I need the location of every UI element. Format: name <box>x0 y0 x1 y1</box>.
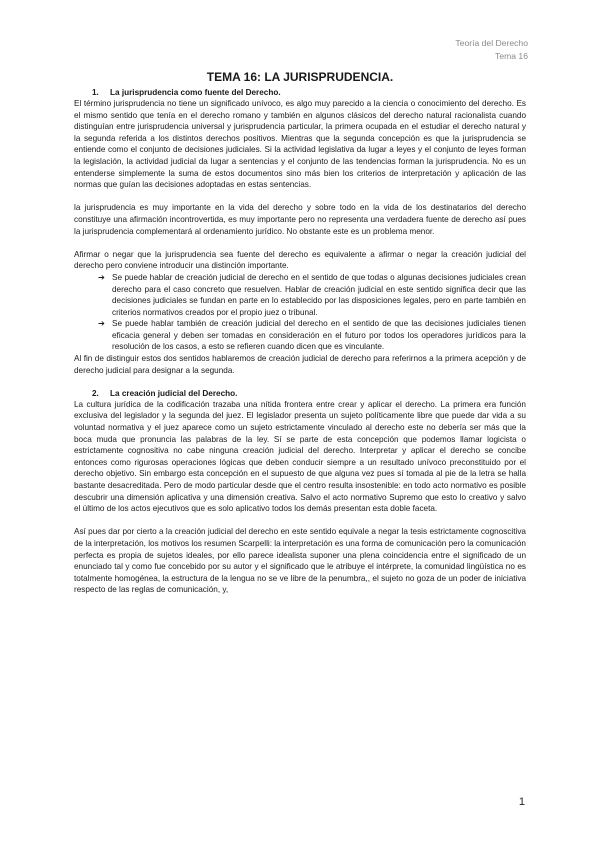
section-number: 1. <box>92 88 99 97</box>
list-item-text: Se puede hablar de creación judicial de derecho en el sentido de que todas o algunas decisiones judiciales crean derecho para el caso concreto que resuelven. Hablar de creación judicial en este sentido significa decir que las decisiones judiciales se fundan en parte en lo establecido por las disposiciones legales, pero en parte también en criterios normativos creados por el propio juez o tribunal. <box>112 272 526 317</box>
list-item-text: Se puede hablar también de creación judicial del derecho en el sentido de que las decisiones judiciales tienen eficacia general y deben ser tomadas en consideración en el futuro por todos los operadores jurídicos para la resolución de los casos, a esto se refieren cuando dicen que es vinculante. <box>112 319 526 352</box>
document-header <box>455 37 528 63</box>
paragraph: Afirmar o negar que la jurisprudencia sea fuente del derecho es equivalente a afirmar o negar la creación judicial del derecho pero conviene introducir una distinción importante. <box>74 249 526 271</box>
section-title: La jurisprudencia como fuente del Derecho. <box>110 88 281 97</box>
section-title: La creación judicial del Derecho. <box>110 388 238 398</box>
list-item <box>98 318 526 353</box>
header-topic: Tema 16 <box>495 51 528 61</box>
section-heading <box>74 87 526 98</box>
arrow-right-icon: ➔ <box>98 319 105 329</box>
page-title: TEMA 16: LA JURISPRUDENCIA. <box>206 70 394 84</box>
header-course: Teoría del Derecho <box>455 38 528 48</box>
paragraph: la jurisprudencia es muy importante en la vida del derecho y sobre todo en la vida de los destinatarios del derecho constituye una afirmación incontrovertida, es muy importante pero no representa una verdadera fuente de derecho así pues la jurisprudencia complementará al ordenamiento jurídico. No obstante este es un problema menor. <box>74 203 526 236</box>
paragraph: Así pues dar por cierto a la creación judicial del derecho en este sentido equivale a negar la tesis estrictamente cognoscitiva de la interpretación, los motivos los resumen Scarpelli: la interpretación es una forma de comunicación pero la comunicación perfecta es propia de sujetos ideales, por ello parece idealista suponer una plena coincidencia entre el significado de un enunciado tal y como fue concebido por su autor y el significado que le atribuye el intérprete, la comunidad lingüística no es totalmente homogénea, la estructura de la lengua no se ve libre de la penumbra,, el sujeto no goza de un poder de iniciativa respecto de las reglas de comunicación, y, <box>74 527 526 595</box>
page-number: 1 <box>518 796 525 808</box>
paragraph: Al fin de distinguir estos dos sentidos hablaremos de creación judicial de derecho para referirnos a la primera acepción y de derecho judicial para designar a la segunda. <box>74 354 526 375</box>
section-number: 2. <box>92 388 99 398</box>
arrow-right-icon: ➔ <box>98 272 105 282</box>
bullet-list <box>74 272 526 353</box>
paragraph: La cultura jurídica de la codificación trazaba una nítida frontera entre crear y aplicar el derecho. La primera era función exclusiva del legislador y la segunda del juez. El legislador presenta un sujeto políticamente libre que puede dar vida a su voluntad normativa y el juez aparece como un sujeto estrictamente vinculado al derecho este no debería ser más que la boca muda que pronuncia las palabras de la ley. Sí se parte de esta concepción que podemos llamar logicista o estrictamente cognositiva no cabe ninguna creación judicial del derecho. Interpretar y aplicar el derecho se concibe entonces como rigurosas operaciones lógicas que deben conducir siempre a un resultado unívoco preconstituido por el derecho objetivo. Sin embargo esta concepción en el supuesto de que alguna vez pues sí tomada al pie de la letra se halla bastante desacreditada. Pero de modo particular desde que el centro resulta insostenible: en todo acto normativo es posible descubrir una dimensión aplicativa y una dimensión creativa. Salvo el acto normativo Supremo que esto lo creativo y salvo el último de los actos ejecutivos que es solo aplicativo todos los demás presentan esta doble faceta. <box>74 399 526 514</box>
paragraph: El término jurisprudencia no tiene un significado unívoco, es algo muy parecido a la ciencia o conocimiento del derecho. Es el mismo sentido que tenía en el derecho romano y también en algunos clásicos del derecho natural racionalista cuando distinguían entre jurisprudencia universal y jurisprudencia particular, la primera ocupada en el estudiar el derecho natural y la segunda referida a los distintos derechos positivos. Mientras que la segunda concepción es que la jurisprudencia se entiende como el conjunto de decisiones judiciales. Si la actividad legislativa da lugar a leyes y el conjunto de leyes forman la legislación, la actividad judicial da lugar a sentencias y el conjunto de las tendencias forman la jurisprudencia. No es un entenderse simplemente la suma de estos documentos sino más bien los criterios de interpretación y aplicación de las normas que guían las decisiones adoptadas en estas sentencias. <box>74 99 526 190</box>
list-item <box>98 272 526 318</box>
document-body <box>74 70 526 596</box>
section-heading <box>74 388 526 399</box>
